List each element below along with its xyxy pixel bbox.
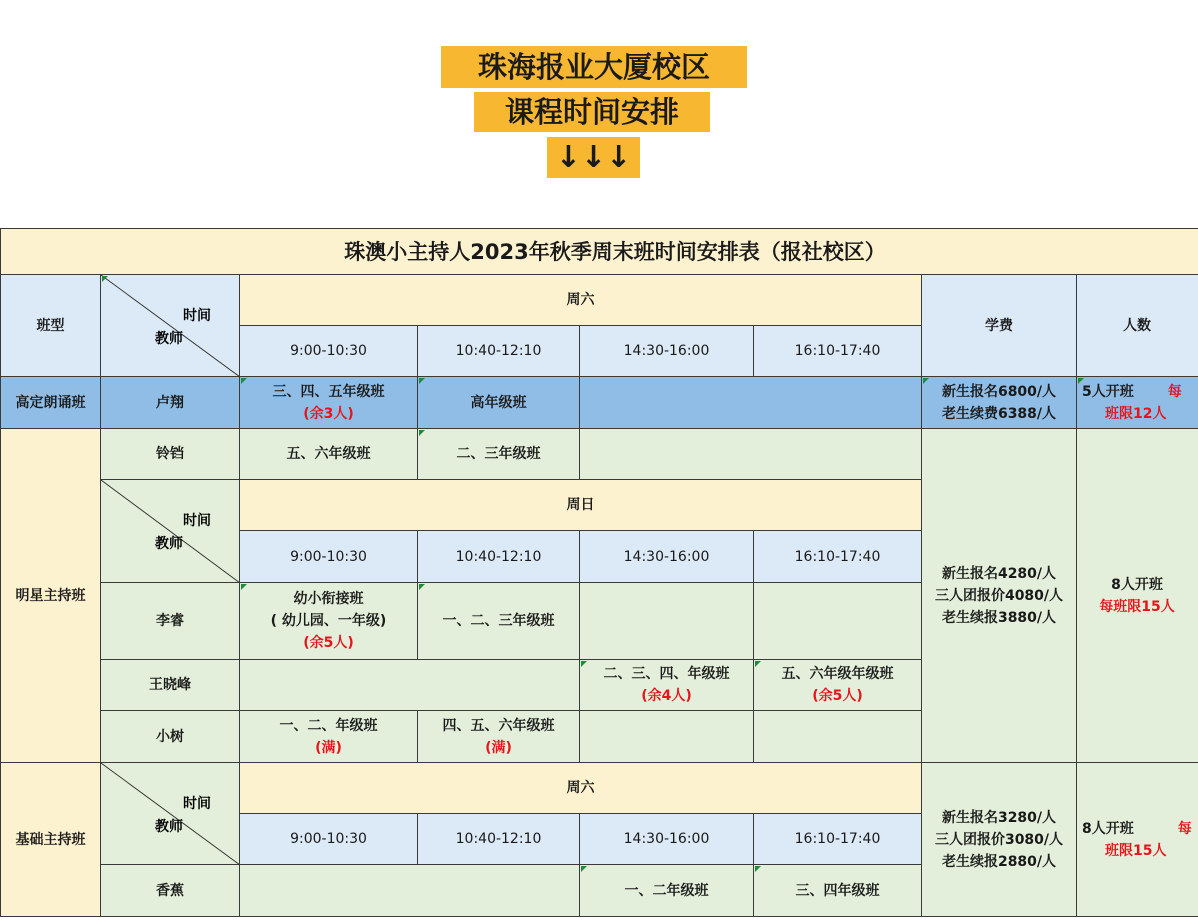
diag-time-label: 时间 [183, 308, 211, 324]
lingdang-slot-2-class: 二、三年级班 [456, 446, 541, 462]
diag-time-label: 时间 [183, 796, 211, 812]
diag-teacher-label: 教师 [155, 331, 183, 347]
mingxing-fee [922, 429, 1077, 763]
xiaoshu-slot-2-full: (满) [485, 739, 512, 756]
jichu-count-per: 每 [1177, 820, 1192, 837]
lirui-slot-2-class: 一、二、三年级班 [442, 613, 555, 629]
jichu-fee-new: 新生报名3280/人 [941, 809, 1057, 826]
lirui-slot-1-class: 幼小衔接班 [293, 591, 364, 607]
teacher-lirui: 李睿 [101, 583, 240, 660]
diagonal-header-3 [101, 763, 240, 865]
jichu-fee-renew: 老生续报2880/人 [941, 853, 1057, 870]
jichu-slot-4: 16:10-17:40 [754, 814, 922, 865]
slot-1: 9:00-10:30 [240, 326, 418, 377]
slot-2: 10:40-12:10 [418, 326, 580, 377]
gaoding-count-limit: 班限12人 [1105, 405, 1167, 422]
diagonal-header-1 [101, 275, 240, 377]
lingdang-slot-1: 五、六年级班 [240, 429, 418, 480]
diag-time-label: 时间 [183, 513, 211, 529]
xiangjiao-slot-3-class: 一、二年级班 [624, 882, 709, 899]
campus-banner: 珠海报业大厦校区 [441, 46, 747, 88]
gaoding-count [1077, 377, 1198, 429]
gaoding-slot-1 [240, 377, 418, 429]
header-fee: 学费 [922, 275, 1077, 377]
wangxiaofeng-slot-4 [754, 660, 922, 711]
jichu-slot-3: 14:30-16:00 [580, 814, 754, 865]
xiaoshu-slot-2-class: 四、五、六年级班 [442, 717, 555, 734]
lirui-slot-2 [418, 583, 580, 660]
jichu-count-open: 8人开班 [1082, 820, 1134, 837]
gaoding-slot-2-class: 高年级班 [470, 394, 527, 411]
mingxing-count-open: 8人开班 [1111, 576, 1163, 593]
gaoding-slot-1-remaining: (余3人) [303, 405, 354, 422]
xiaoshu-slot-1-class: 一、二、年级班 [279, 717, 378, 734]
header-count-label: 人数 [1123, 317, 1151, 334]
xiaoshu-slot-1-full: (满) [315, 739, 342, 756]
mingxing-fee-new: 新生报名4280/人 [941, 565, 1057, 582]
gaoding-slot-1-class: 三、四、五年级班 [272, 383, 385, 400]
wangxiaofeng-slot-3 [580, 660, 754, 711]
mingxing-fee-group: 三人团报价4080/人 [934, 587, 1064, 604]
jichu-count-line1 [1082, 818, 1192, 840]
sunday-slot-4: 16:10-17:40 [754, 531, 922, 583]
xiaoshu-slot-1 [240, 711, 418, 763]
lirui-slot-1 [240, 583, 418, 660]
jichu-count-limit: 班限15人 [1105, 842, 1167, 859]
jichu-fee [922, 763, 1077, 917]
wangxiaofeng-slot-4-remaining: (余5人) [812, 688, 863, 704]
xiaoshu-slot-3 [580, 711, 754, 763]
table-title: 珠澳小主持人2023年秋季周末班时间安排表（报社校区） [0, 228, 1198, 275]
xiangjiao-slot-3 [580, 865, 754, 917]
gaoding-count-line1 [1082, 381, 1182, 403]
lirui-slot-1-remaining: (余5人) [303, 635, 354, 651]
gaoding-fee-new: 新生报名6800/人 [941, 383, 1057, 400]
xiangjiao-slot-4-class: 三、四年级班 [795, 882, 880, 899]
mingxing-count [1077, 429, 1198, 763]
slot-4: 16:10-17:40 [754, 326, 922, 377]
jichu-saturday-header: 周六 [240, 763, 922, 814]
header-count [1077, 275, 1198, 377]
teacher-lingdang: 铃铛 [101, 429, 240, 480]
header-class-type: 班型 [0, 275, 101, 377]
saturday-header: 周六 [240, 275, 922, 326]
gaoding-slot-2 [418, 377, 580, 429]
gaoding-fee-renew: 老生续费6388/人 [941, 405, 1057, 422]
class-type-mingxing: 明星主持班 [0, 429, 101, 763]
gaoding-count-per: 每 [1167, 383, 1182, 400]
jichu-fee-group: 三人团报价3080/人 [934, 831, 1064, 848]
mingxing-count-limit: 每班限15人 [1099, 598, 1175, 615]
wangxiaofeng-slot-4-class: 五、六年级年级班 [781, 666, 894, 682]
jichu-slot-1: 9:00-10:30 [240, 814, 418, 865]
xiangjiao-slot-4 [754, 865, 922, 917]
schedule-table [0, 228, 1198, 920]
diag-teacher-label: 教师 [155, 819, 183, 835]
gaoding-count-open: 5人开班 [1082, 383, 1134, 400]
gaoding-slot-empty [580, 377, 922, 429]
wangxiaofeng-slot-empty [240, 660, 580, 711]
class-type-jichu: 基础主持班 [0, 763, 101, 917]
slot-3: 14:30-16:00 [580, 326, 754, 377]
lingdang-slot-empty [580, 429, 922, 480]
jichu-count [1077, 763, 1198, 917]
lirui-slot-4 [754, 583, 922, 660]
diagonal-header-2 [101, 480, 240, 583]
sunday-slot-1: 9:00-10:30 [240, 531, 418, 583]
sunday-slot-3: 14:30-16:00 [580, 531, 754, 583]
schedule-banner: 课程时间安排 [474, 92, 710, 132]
wangxiaofeng-slot-3-remaining: (余4人) [641, 688, 692, 704]
class-type-gaoding: 高定朗诵班 [0, 377, 101, 429]
lirui-slot-1-grade: ( 幼儿园、一年级) [270, 613, 387, 629]
mingxing-fee-renew: 老生续报3880/人 [941, 609, 1057, 626]
wangxiaofeng-slot-3-class: 二、三、四、年级班 [603, 666, 730, 682]
xiaoshu-slot-2 [418, 711, 580, 763]
teacher-xiangjiao: 香蕉 [101, 865, 240, 917]
xiaoshu-slot-4 [754, 711, 922, 763]
xiangjiao-slot-empty [240, 865, 580, 917]
teacher-luxiang: 卢翔 [101, 377, 240, 429]
teacher-wangxiaofeng: 王晓峰 [101, 660, 240, 711]
lingdang-slot-2 [418, 429, 580, 480]
sunday-header: 周日 [240, 480, 922, 531]
gaoding-fee [922, 377, 1077, 429]
sunday-slot-2: 10:40-12:10 [418, 531, 580, 583]
jichu-slot-2: 10:40-12:10 [418, 814, 580, 865]
arrows-banner: ↓↓↓ [547, 137, 640, 178]
diag-teacher-label: 教师 [155, 536, 183, 552]
teacher-xiaoshu: 小树 [101, 711, 240, 763]
lirui-slot-3 [580, 583, 754, 660]
